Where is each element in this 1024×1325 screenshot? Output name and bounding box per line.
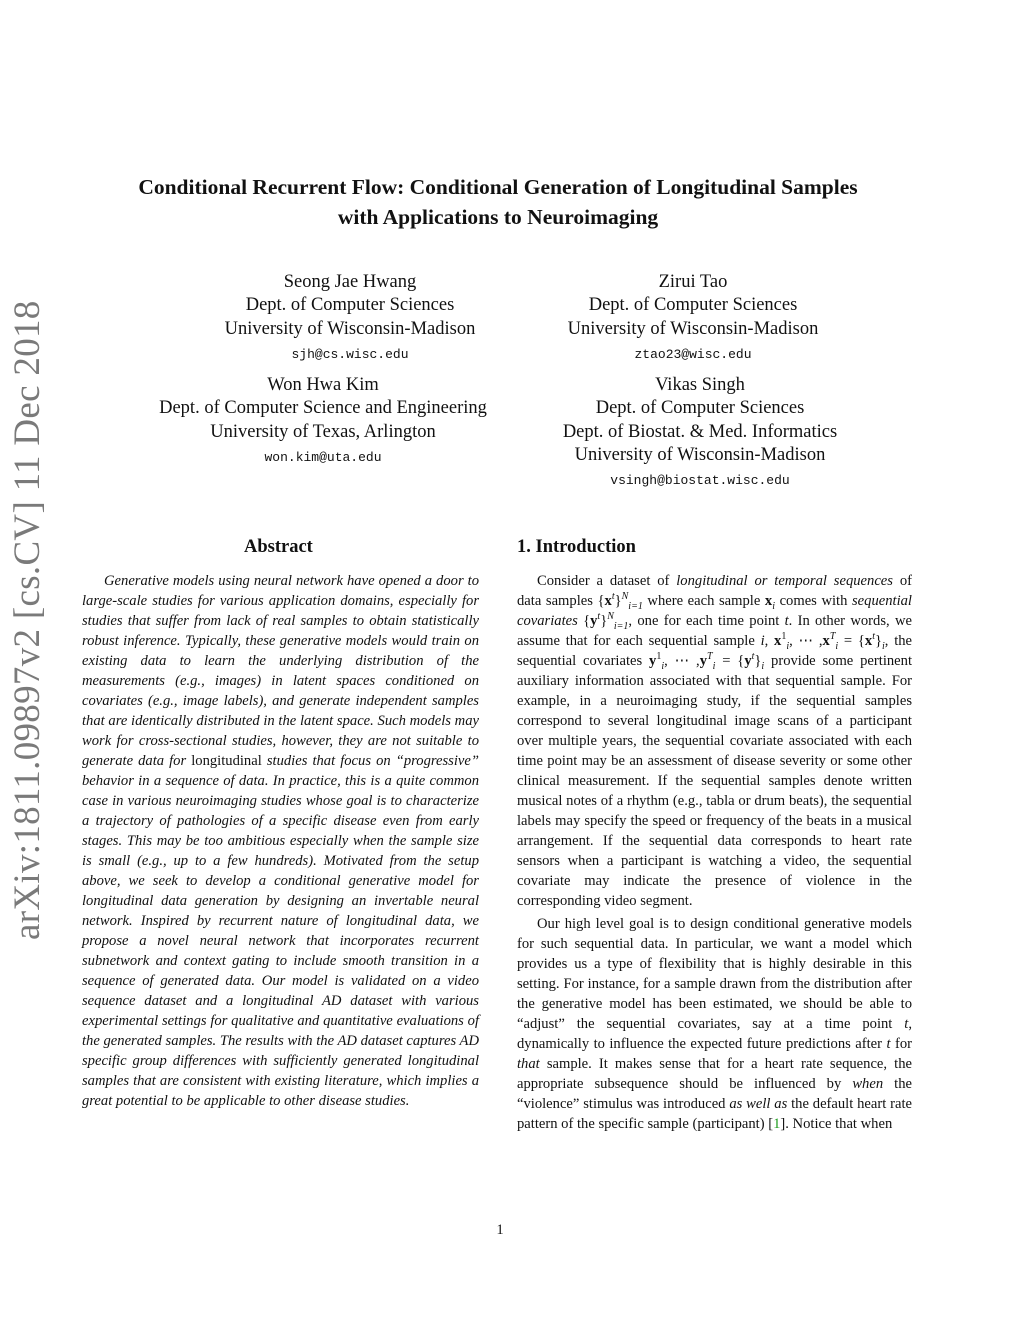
author-email[interactable]: vsingh@biostat.wisc.edu bbox=[610, 473, 790, 489]
paper-title bbox=[80, 172, 916, 232]
author-affiliation: University of Wisconsin-Madison bbox=[224, 318, 476, 339]
author-affiliation: Dept. of Computer Sciences bbox=[245, 295, 455, 316]
page-number: 1 bbox=[496, 1222, 504, 1238]
author-affiliation: University of Wisconsin-Madison bbox=[574, 444, 826, 465]
author-affiliation: University of Texas, Arlington bbox=[210, 421, 436, 442]
intro-paragraph-1: Consider a dataset of longitudinal or temporal sequences of data samples $\{x^t\}^N_{i=1}$ where each sample $x_i$ comes with sequential covariates $\{y^t\}^N_{i=1}$, one for each time point t. In other words, we assume that for each sequential sample i, $x^1_i$, ⋯ $,x^T_i = \{x^t\}_i$, the sequential covariates $y^1_i$, ⋯ $,y^T_i = \{y^t\}_i$ provide some pertinent auxiliary information associated with that sequential sample. For example, in a neuroimaging study, if the sequential samples correspond to several longitudinal image scans of a participant over multiple years, the sequential covariate associated with each time point may be an assessment of disease severity or some other clinical measurement. If the sequential samples denote written musical notes of a rhythm (e.g., tabla or drum beats), the sequential labels may specify the speed or frequency of the beats in a musical arrangement. If the sequential data corresponds to heart rate sensors when a participant is watching a video, the sequential covariate may indicate the presence of violence in the corresponding video segment. bbox=[517, 573, 913, 909]
abstract-body bbox=[82, 571, 479, 1111]
author-name: Seong Jae Hwang bbox=[283, 272, 417, 292]
title-line-2: with Applications to Neuroimaging bbox=[337, 205, 659, 229]
citation-link[interactable]: 1 bbox=[773, 1116, 781, 1132]
author-affiliation: University of Wisconsin-Madison bbox=[567, 318, 819, 339]
author-affiliation: Dept. of Computer Sciences bbox=[588, 295, 798, 316]
author-name: Won Hwa Kim bbox=[267, 375, 379, 395]
author-email[interactable]: ztao23@wisc.edu bbox=[634, 346, 752, 362]
abstract-emphasis: longitudinal bbox=[191, 753, 262, 769]
introduction-body bbox=[517, 571, 912, 1137]
author-email[interactable]: sjh@cs.wisc.edu bbox=[291, 346, 409, 362]
introduction-heading: 1. Introduction bbox=[517, 537, 636, 557]
abstract-text: studies that focus on “progressive” behavior in a sequence of data. In practice, this is a quite common case in various neuroimaging studies whose goal is to characterize a trajectory of pathologies of a specific disease even from early stages. This may be too ambitious especially when the sample size is small (e.g., up to a few hundreds). Motivated from the setup above, we seek to develop a conditional generative model for longitudinal data generation by designing an invertable neural network. Inspired by recurrent nature of longitudinal data, we propose a novel neural network that incorporates recurrent subnetwork and context gating to include smooth transition in a sequence of generated data. Our model is validated on a video sequence dataset and a longitudinal AD dataset with various experimental settings for qualitative and quantitative evaluations of the generated samples. The results with the AD dataset captures AD specific group differences with sufficiently generated longitudinal samples that are consistent with existing literature, which implies a great potential to be applicable to other disease studies. bbox=[82, 753, 479, 1109]
abstract-heading: Abstract bbox=[244, 537, 313, 557]
title-line-1: Conditional Recurrent Flow: Conditional Generation of Longitudinal Samples bbox=[138, 175, 858, 199]
author-email[interactable]: won.kim@uta.edu bbox=[264, 449, 382, 465]
arxiv-stamp: arXiv:1811.09897v2 [cs.CV] 11 Dec 2018 bbox=[7, 300, 48, 940]
intro-paragraph-2: Our high level goal is to design conditional generative models for such sequential data. In particular, we want a model which provides us a type of flexibility that is highly desirable in this setting. For instance, for a sample drawn from the distribution after the generative model has been estimated, we should be able to “adjust” the sequential covariates, say at a time point t, dynamically to influence the expected future predictions after t for that sample. It makes sense that for a heart rate sequence, the appropriate subsequence should be influenced by when the “violence” stimulus was introduced as well as the default heart rate pattern of the specific sample (participant) [1]. Notice that when bbox=[517, 916, 913, 1132]
author-affiliation: Dept. of Computer Science and Engineering bbox=[159, 398, 487, 419]
author-block-1 bbox=[140, 271, 560, 369]
author-name: Zirui Tao bbox=[658, 272, 728, 292]
author-block-4 bbox=[510, 374, 890, 495]
author-name: Vikas Singh bbox=[655, 375, 745, 395]
abstract-text: Generative models using neural network have opened a door to large-scale studies for various application domains, especially for studies that suffer from lack of real samples to obtain statistically robust inference. Typically, these generative models would train on existing data to learn the underlying distribution of the measurements (e.g., images) in latent spaces conditioned on covariates (e.g., image labels), and generate independent samples that are identically distributed in the latent space. Such models may work for cross-sectional studies, however, they are not suitable to generate data for bbox=[82, 573, 479, 769]
author-block-3 bbox=[120, 374, 526, 472]
author-block-2 bbox=[510, 271, 876, 369]
author-affiliation: Dept. of Computer Sciences bbox=[595, 398, 805, 419]
author-affiliation: Dept. of Biostat. & Med. Informatics bbox=[562, 421, 838, 442]
